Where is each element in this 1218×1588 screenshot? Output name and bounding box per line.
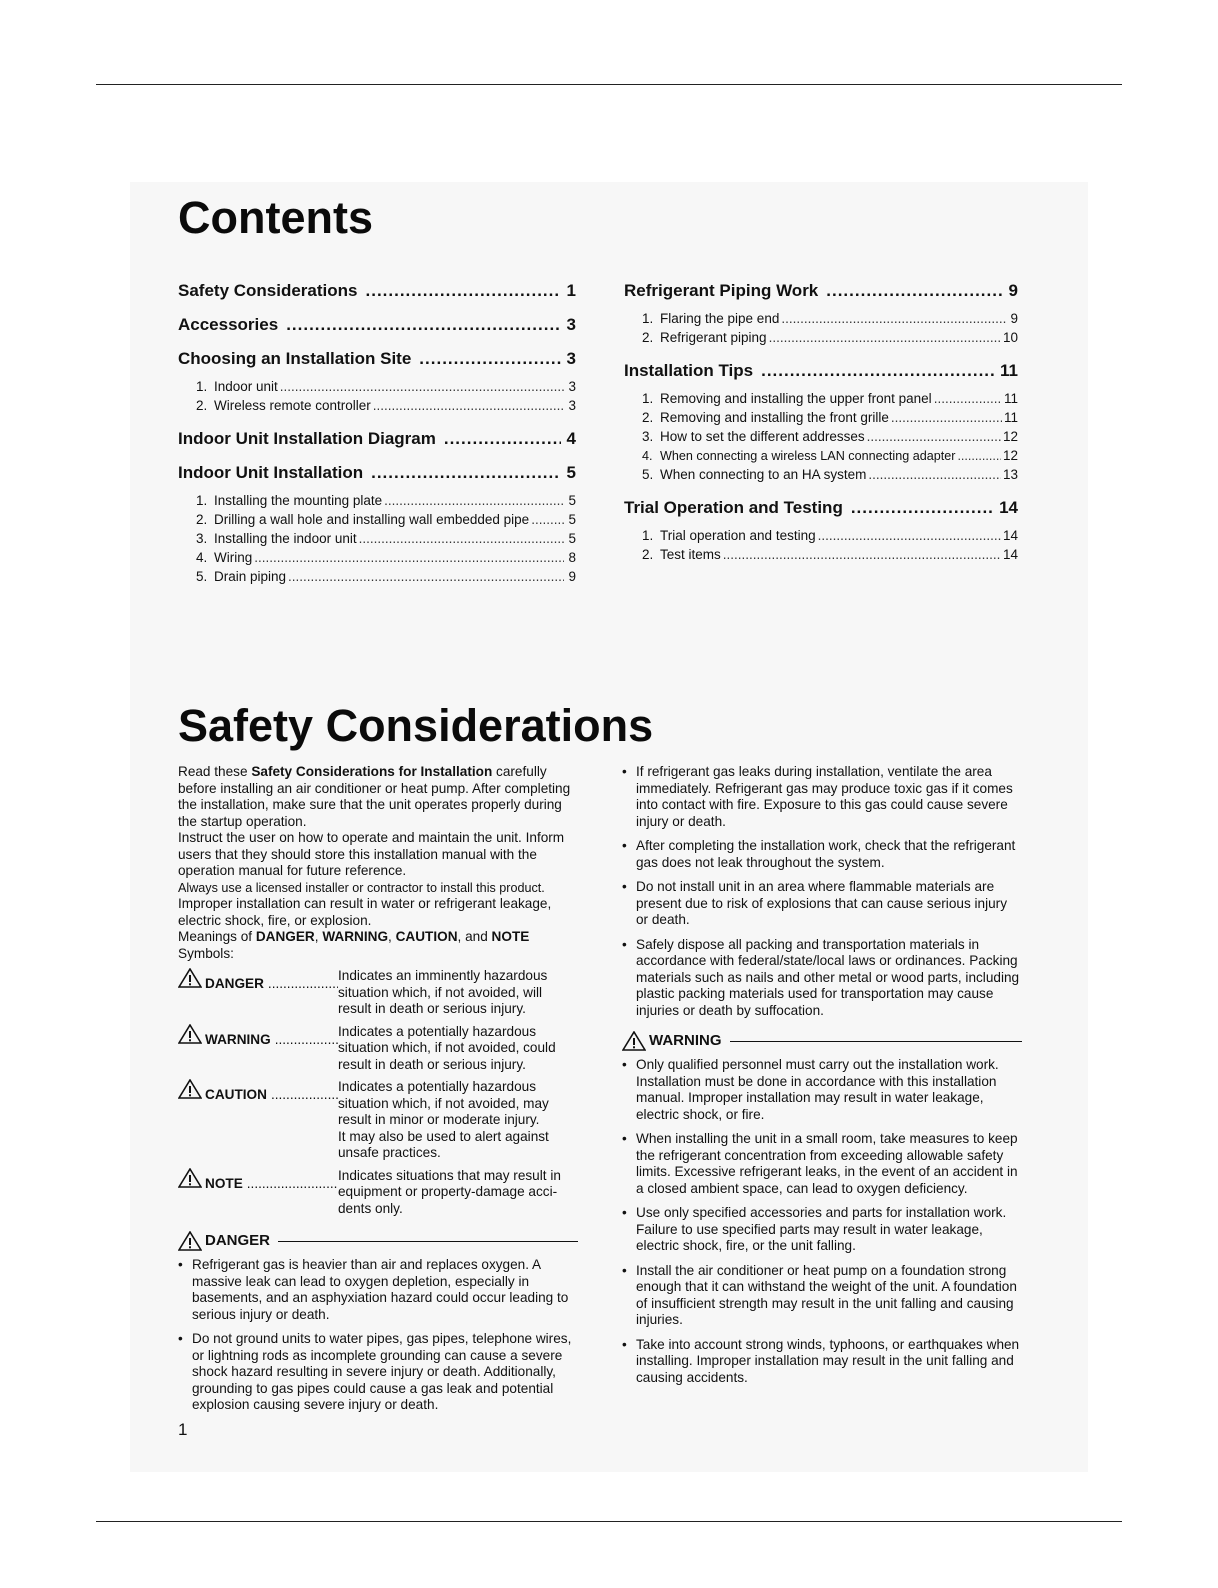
toc-entry-accessories[interactable] xyxy=(178,315,576,335)
toc-entry-piping[interactable] xyxy=(624,281,1018,301)
toc-sub-num: 4. xyxy=(196,550,208,565)
toc-subentry[interactable] xyxy=(196,550,576,565)
licensed-paragraph: Always use a licensed installer or contractor to install this product. xyxy=(178,880,545,895)
toc-entry-page: 3 xyxy=(566,349,576,368)
toc-sub-page: 10 xyxy=(1002,330,1018,345)
safety-left-column xyxy=(178,764,578,1422)
toc-subentry[interactable] xyxy=(196,398,576,413)
toc-subentry[interactable] xyxy=(642,467,1018,482)
symbol-desc-extra: It may also be used to alert against unsafe practices. xyxy=(338,1128,549,1160)
toc-sub-label: Trial operation and testing xyxy=(660,528,816,543)
header-rule xyxy=(96,84,1122,85)
symbol-desc: Indicates situations that may result in equipment or property-damage acci-dents only. xyxy=(338,1167,561,1216)
symbol-note-row xyxy=(178,1168,578,1218)
toc-entry-page: 14 xyxy=(999,498,1018,517)
contents-title: Contents xyxy=(178,192,373,243)
list-item: • Only qualified personnel must carry out the installation work. Installation must be done in accordance with this installation manual. Improper installation may result in water leakage, electric shock, or fire. xyxy=(622,1057,1022,1123)
list-item: • Refrigerant gas is heavier than air and replaces oxygen. A massive leak can lead to oxygen depletion, especially in basements, and an asphyxiation hazard could occur leading to serious injury or death. xyxy=(178,1257,578,1323)
toc-subentry[interactable] xyxy=(196,379,576,394)
warning-triangle-icon xyxy=(178,968,202,988)
warning-triangle-icon xyxy=(178,1024,202,1044)
warning-heading-label: WARNING xyxy=(649,1031,722,1049)
meanings-text: Meanings of xyxy=(178,929,256,944)
symbol-label: WARNING xyxy=(205,1031,271,1047)
toc-sub-page: 12 xyxy=(1002,448,1018,463)
toc-subentry[interactable] xyxy=(196,512,576,527)
toc-subentry[interactable] xyxy=(196,531,576,546)
toc-sub-num: 2. xyxy=(196,398,208,413)
toc-sub-num: 5. xyxy=(196,569,208,584)
safety-right-column xyxy=(622,764,1022,1394)
toc-sub-label: Drain piping xyxy=(214,569,287,584)
symbol-danger-row xyxy=(178,968,578,1018)
warning-triangle-icon xyxy=(178,1079,202,1099)
toc-subentry[interactable] xyxy=(642,391,1018,406)
toc-entry-label: Choosing an Installation Site xyxy=(178,349,412,368)
toc-sub-num: 2. xyxy=(642,330,654,345)
toc-sub-page: 11 xyxy=(1003,410,1018,425)
toc-sub-page: 8 xyxy=(568,550,576,565)
toc-subentry[interactable] xyxy=(642,330,1018,345)
toc-entry-label: Safety Considerations xyxy=(178,281,358,300)
toc-entry-label: Trial Operation and Testing xyxy=(624,498,843,517)
meanings-caution: CAUTION xyxy=(395,929,458,944)
toc-sub-page: 5 xyxy=(568,531,576,546)
toc-sub-page: 13 xyxy=(1002,467,1018,482)
toc-subentry[interactable] xyxy=(196,569,576,584)
toc-sub-label: Removing and installing the front grille xyxy=(660,410,889,425)
symbol-label: NOTE xyxy=(205,1175,243,1191)
toc-subentry[interactable] xyxy=(642,311,1018,326)
symbol-caution-row xyxy=(178,1079,578,1162)
toc-entry-trial[interactable] xyxy=(624,498,1018,518)
toc-sub-label: When connecting to an HA system xyxy=(660,467,867,482)
toc-sub-label: Refrigerant piping xyxy=(660,330,767,345)
toc-sub-page: 5 xyxy=(568,512,576,527)
list-item: • Safely dispose all packing and transportation materials in accordance with federal/state/local laws or ordinances. Packing materials such as nails and other metal or wood parts, including plastic packing materials used for transportation may cause injuries or death by suffocation. xyxy=(622,937,1022,1020)
improper-paragraph: Improper installation can result in water or refrigerant leakage, electric shock, fire, or explosion. xyxy=(178,896,552,928)
toc-subentry[interactable] xyxy=(642,448,1018,463)
meanings-danger: DANGER xyxy=(255,929,315,944)
toc-subentry[interactable] xyxy=(642,429,1018,444)
warning-triangle-icon xyxy=(622,1031,646,1051)
toc-sub-page: 12 xyxy=(1002,429,1018,444)
danger-heading-label: DANGER xyxy=(205,1231,271,1249)
toc-entry-page: 3 xyxy=(566,315,576,334)
toc-sub-num: 2. xyxy=(642,547,654,562)
symbol-desc: Indicates a potentially hazardous situation which, if not avoided, may result in minor or moderate injury. xyxy=(338,1079,549,1127)
safety-list xyxy=(622,764,1022,1019)
toc-entry-page: 5 xyxy=(566,463,576,482)
toc-sub-num: 1. xyxy=(642,311,654,326)
toc-sub-page: 5 xyxy=(568,493,576,508)
symbol-warning-row xyxy=(178,1024,578,1074)
toc-sub-num: 3. xyxy=(642,429,654,444)
toc-sub-label: Wireless remote controller xyxy=(214,398,371,413)
list-item: • Do not install unit in an area where flammable materials are present due to risk of explosions that can cause serious injury or death. xyxy=(622,879,1022,929)
toc-subentry[interactable] xyxy=(196,493,576,508)
toc-sub-label: Test items xyxy=(660,547,721,562)
toc-sub-label: Installing the indoor unit xyxy=(214,531,357,546)
warning-heading xyxy=(622,1031,1022,1051)
toc-entry-page: 4 xyxy=(566,429,576,448)
meanings-warning: WARNING xyxy=(322,929,389,944)
toc-sub-label: When connecting a wireless LAN connecting adapter xyxy=(660,449,956,463)
toc-sub-num: 2. xyxy=(196,512,208,527)
danger-heading xyxy=(178,1231,578,1251)
toc-sub-num: 5. xyxy=(642,467,654,482)
heading-rule xyxy=(278,1241,578,1242)
toc-entry-label: Refrigerant Piping Work xyxy=(624,281,819,300)
toc-entry-label: Installation Tips xyxy=(624,361,754,380)
meanings-sep: , and xyxy=(457,929,492,944)
toc-right-column xyxy=(624,281,1018,578)
toc-sub-num: 1. xyxy=(642,528,654,543)
toc-sub-page: 14 xyxy=(1002,528,1018,543)
intro-text-rest: carefully before installing an air conditioner or heat pump. After completing the installation, make sure that the unit operates properly during the startup operation. xyxy=(178,764,571,829)
toc-sub-page: 9 xyxy=(1010,311,1018,326)
meanings-paragraph xyxy=(178,929,578,962)
toc-sub-page: 9 xyxy=(568,569,576,584)
toc-sub-label: Indoor unit xyxy=(214,379,278,394)
list-item: • When installing the unit in a small room, take measures to keep the refrigerant concentration from exceeding allowable safety limits. Excessive refrigerant leaks, in the event of an accident in a closed ambient space, can lead to oxygen deficiency. xyxy=(622,1131,1022,1197)
symbol-desc: Indicates an imminently hazardous situation which, if not avoided, will result in death or serious injury. xyxy=(338,968,548,1016)
toc-sub-page: 11 xyxy=(1003,391,1018,406)
toc-sub-num: 4. xyxy=(642,449,653,463)
intro-text: Read these xyxy=(178,764,252,779)
toc-subentry[interactable] xyxy=(642,547,1018,562)
toc-sub-label: How to set the different addresses xyxy=(660,429,865,444)
toc-entry-safety[interactable] xyxy=(178,281,576,301)
toc-sub-label: Installing the mounting plate xyxy=(214,493,383,508)
list-item: • Use only specified accessories and parts for installation work. Failure to use specified parts may result in water leakage, electric shock, fire, or the unit falling. xyxy=(622,1205,1022,1255)
toc-sub-num: 1. xyxy=(196,379,208,394)
toc-entry-label: Indoor Unit Installation xyxy=(178,463,364,482)
page-number: 1 xyxy=(178,1420,188,1439)
toc-sub-page: 3 xyxy=(568,379,576,394)
symbol-desc: Indicates a potentially hazardous situation which, if not avoided, could result in death or serious injury. xyxy=(338,1023,556,1072)
list-item: • After completing the installation work, check that the refrigerant gas does not leak throughout the system. xyxy=(622,838,1022,871)
toc-left-column xyxy=(178,281,576,600)
warning-triangle-icon xyxy=(178,1168,202,1188)
danger-list xyxy=(178,1257,578,1414)
toc-subentry[interactable] xyxy=(642,410,1018,425)
toc-entry-page: 11 xyxy=(1000,361,1018,380)
warning-triangle-icon xyxy=(178,1231,202,1251)
toc-entry-installation-site[interactable] xyxy=(178,349,576,369)
toc-entry-label: Indoor Unit Installation Diagram xyxy=(178,429,436,448)
intro-paragraph xyxy=(178,764,578,830)
meanings-sep: , xyxy=(388,929,396,944)
toc-sub-num: 1. xyxy=(196,493,208,508)
toc-sub-label: Flaring the pipe end xyxy=(660,311,780,326)
heading-rule xyxy=(730,1041,1023,1042)
list-item: • Do not ground units to water pipes, gas pipes, telephone wires, or lightning rods as incomplete grounding can cause a severe shock hazard resulting in severe injury or death. Additionally, grounding to gas pipes could cause a gas leak and potential explosion causing severe injury or death. xyxy=(178,1331,578,1414)
footer-rule xyxy=(96,1521,1122,1522)
toc-entry-installation-diagram[interactable] xyxy=(178,429,576,449)
instruct-paragraph: Instruct the user on how to operate and maintain the unit. Inform users that they should store this installation manual with the operation manual for future reference. xyxy=(178,830,565,878)
symbol-label: DANGER xyxy=(205,976,264,991)
symbol-label: CAUTION xyxy=(205,1087,267,1102)
toc-entry-label: Accessories xyxy=(178,315,279,334)
meanings-note: NOTE xyxy=(491,929,530,944)
toc-sub-num: 3. xyxy=(196,531,208,546)
toc-entry-indoor-installation[interactable] xyxy=(178,463,576,483)
toc-sub-num: 1. xyxy=(642,391,654,406)
list-item: • Install the air conditioner or heat pump on a foundation strong enough that it can withstand the weight of the unit. A foundation of insufficient strength may result in the unit falling and causing injuries. xyxy=(622,1263,1022,1329)
warning-list xyxy=(622,1057,1022,1386)
toc-sub-page: 14 xyxy=(1002,547,1018,562)
toc-entry-page: 1 xyxy=(566,281,576,300)
toc-sub-label: Wiring xyxy=(214,550,253,565)
list-item: • If refrigerant gas leaks during installation, ventilate the area immediately. Refrigerant gas may produce toxic gas if it comes into contact with fire. Exposure to this gas could cause severe injury or death. xyxy=(622,764,1022,830)
toc-entry-page: 9 xyxy=(1008,281,1018,300)
toc-subentry[interactable] xyxy=(642,528,1018,543)
meanings-sep: , xyxy=(314,929,323,944)
list-item: • Take into account strong winds, typhoons, or earthquakes when installing. Improper installation may result in the unit falling and causing accidents. xyxy=(622,1337,1022,1387)
toc-sub-label: Removing and installing the upper front panel xyxy=(660,391,932,406)
toc-sub-num: 2. xyxy=(642,410,654,425)
intro-bold: Safety Considerations for Installation xyxy=(251,764,493,779)
safety-title: Safety Considerations xyxy=(178,700,654,751)
toc-sub-page: 3 xyxy=(568,398,576,413)
meanings-symbols: Symbols: xyxy=(178,945,234,961)
toc-sub-label: Drilling a wall hole and installing wall embedded pipe xyxy=(214,512,530,527)
toc-entry-tips[interactable] xyxy=(624,361,1018,381)
